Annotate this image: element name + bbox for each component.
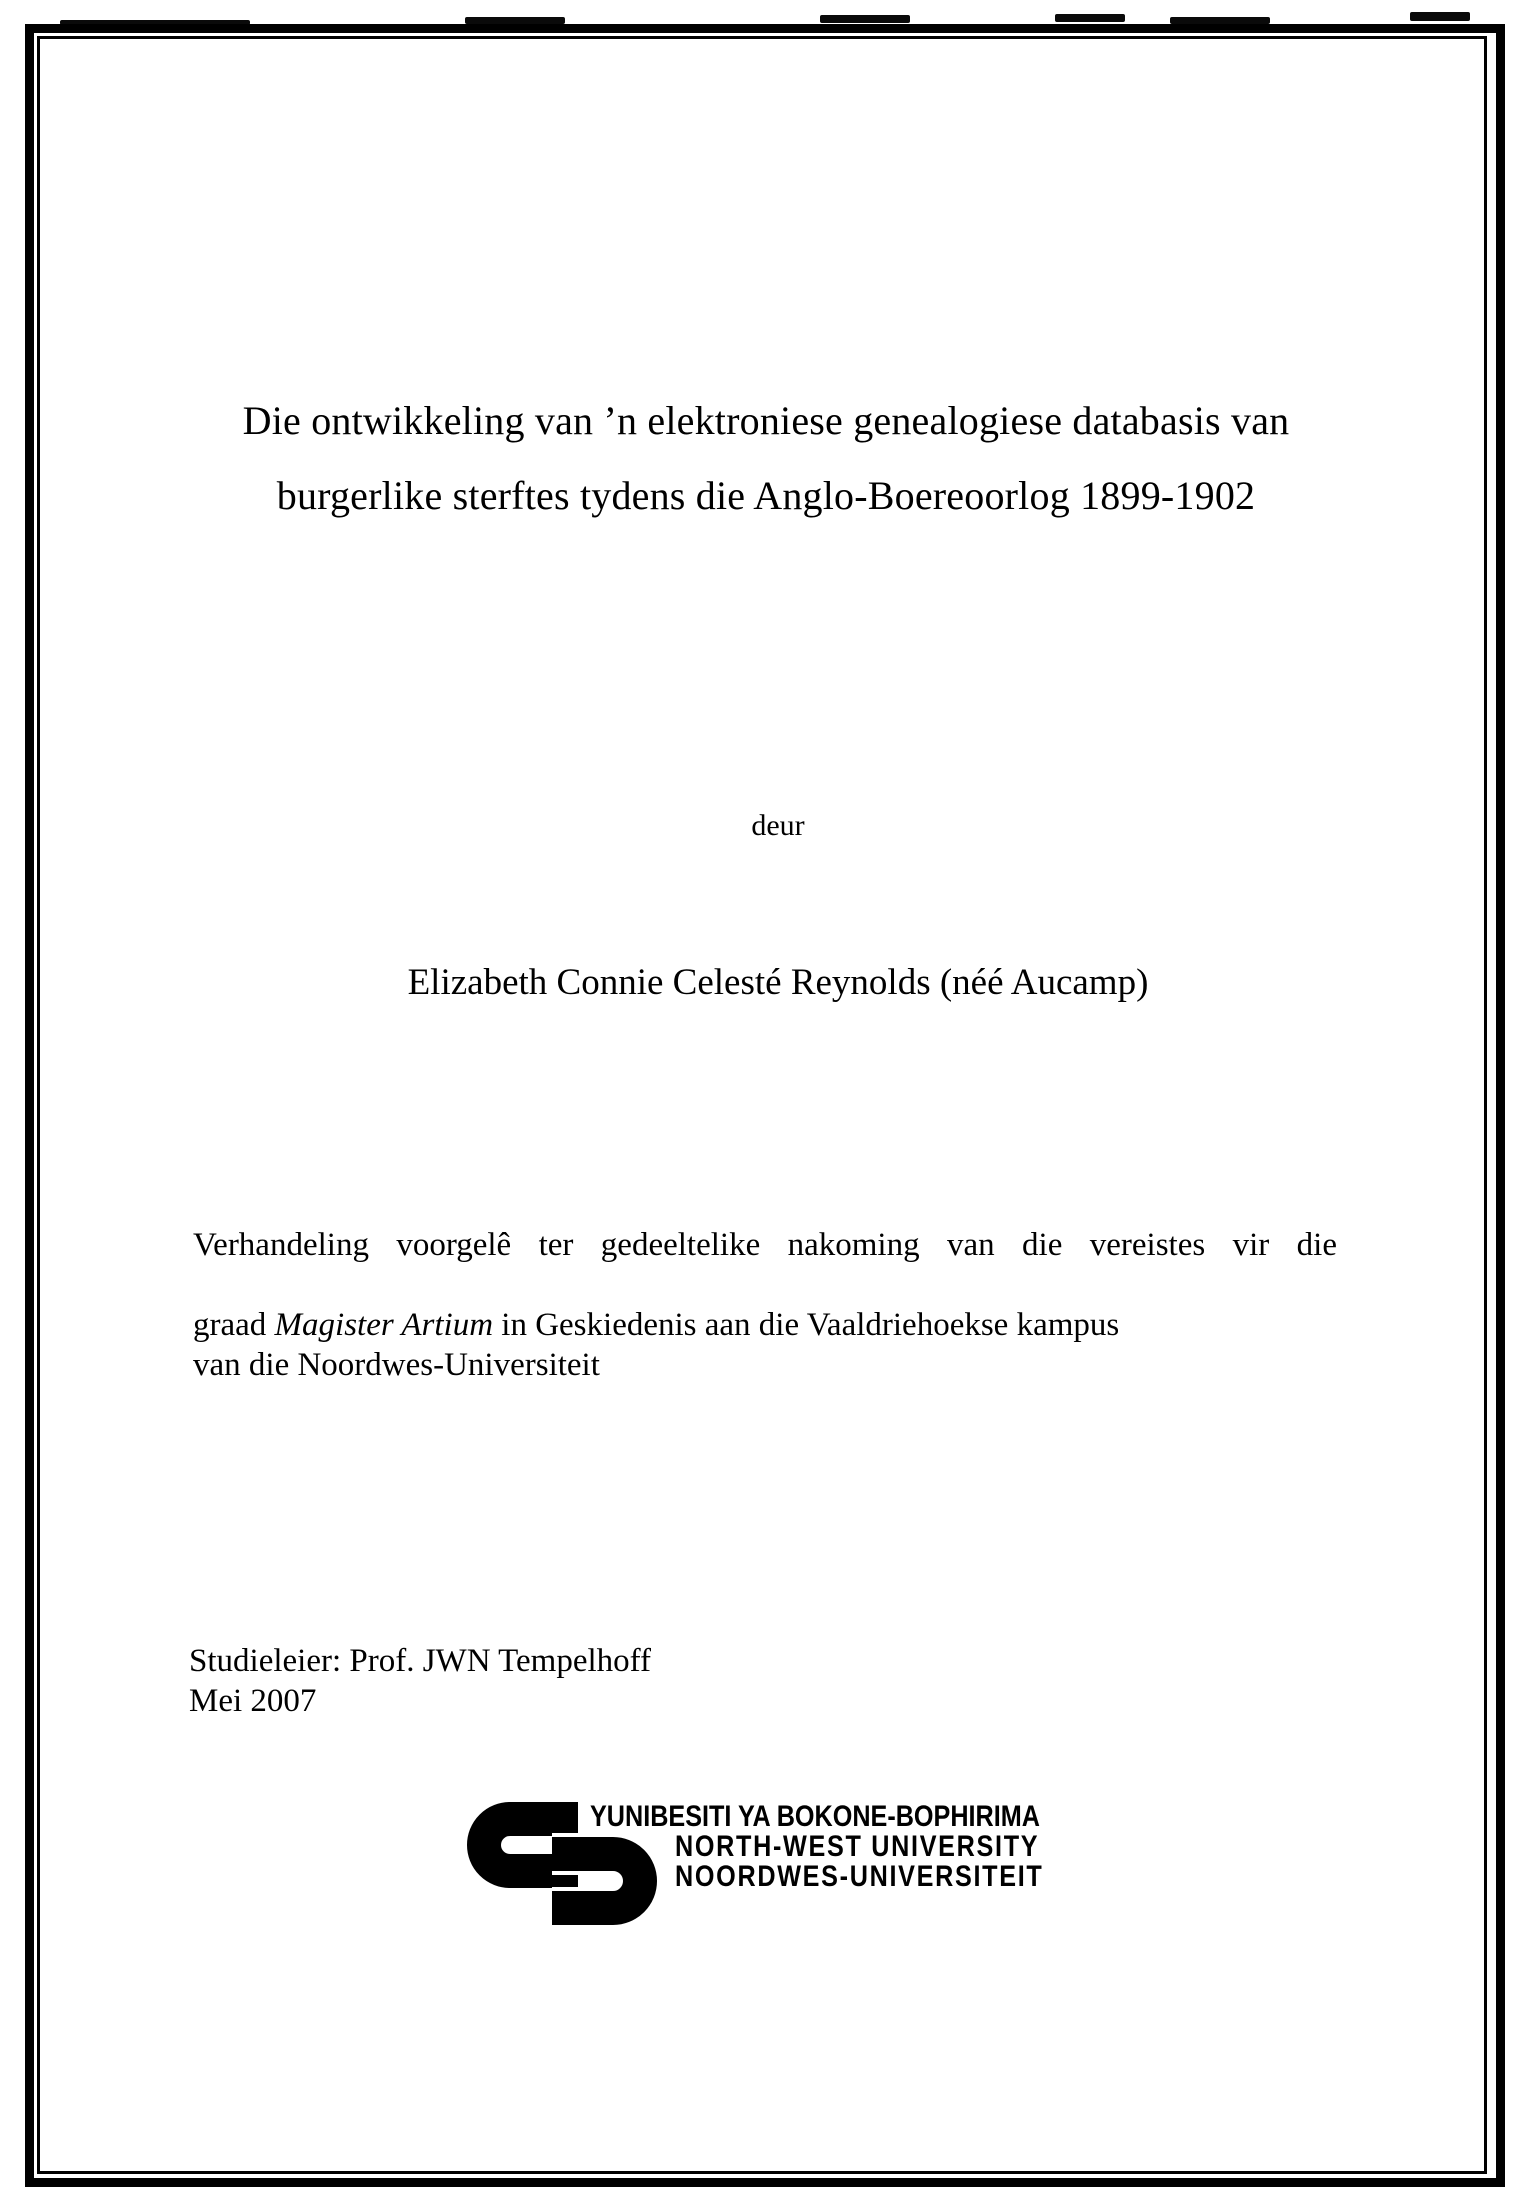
thesis-statement-line-1: Verhandeling voorgelê ter gedeeltelike nakoming van die vereistes vir die xyxy=(193,1227,1337,1263)
statement-line2-post: in Geskiedenis aan die Vaaldriehoekse kampus xyxy=(493,1307,1120,1343)
thesis-statement xyxy=(193,1225,1337,1385)
nwu-logo-text xyxy=(590,1802,1126,1892)
date-line: Mei 2007 xyxy=(189,1683,317,1719)
author-name: Elizabeth Connie Celesté Reynolds (néé Aucamp) xyxy=(407,962,1149,1003)
nwu-logo-text-line-1: YUNIBESITI YA BOKONE-BOPHIRIMA xyxy=(590,1800,1040,1833)
scan-artifact xyxy=(820,15,910,23)
degree-name-italic: Magister Artium xyxy=(274,1307,494,1343)
byline-deur: deur xyxy=(751,809,805,842)
scan-artifact xyxy=(1170,17,1270,24)
thesis-statement-line-2 xyxy=(193,1305,1337,1345)
supervisor-line: Studieleier: Prof. JWN Tempelhoff xyxy=(189,1643,652,1679)
scan-artifact xyxy=(1410,12,1470,21)
nwu-logo-text-line-2: NORTH-WEST UNIVERSITY xyxy=(675,1830,1040,1863)
scan-artifact xyxy=(465,17,565,24)
scan-artifact xyxy=(1055,14,1125,22)
page-title-line-1: Die ontwikkeling van ’n elektroniese genealogiese databasis van xyxy=(242,398,1290,443)
nwu-logo-text-line-3: NOORDWES-UNIVERSITEIT xyxy=(675,1860,1044,1893)
thesis-statement-line-3: van die Noordwes-Universiteit xyxy=(193,1347,600,1383)
supervisor-block xyxy=(189,1641,651,1721)
statement-line2-pre: graad xyxy=(193,1307,275,1343)
page-title-line-2: burgerlike sterftes tydens die Anglo-Boereoorlog 1899-1902 xyxy=(276,473,1256,518)
